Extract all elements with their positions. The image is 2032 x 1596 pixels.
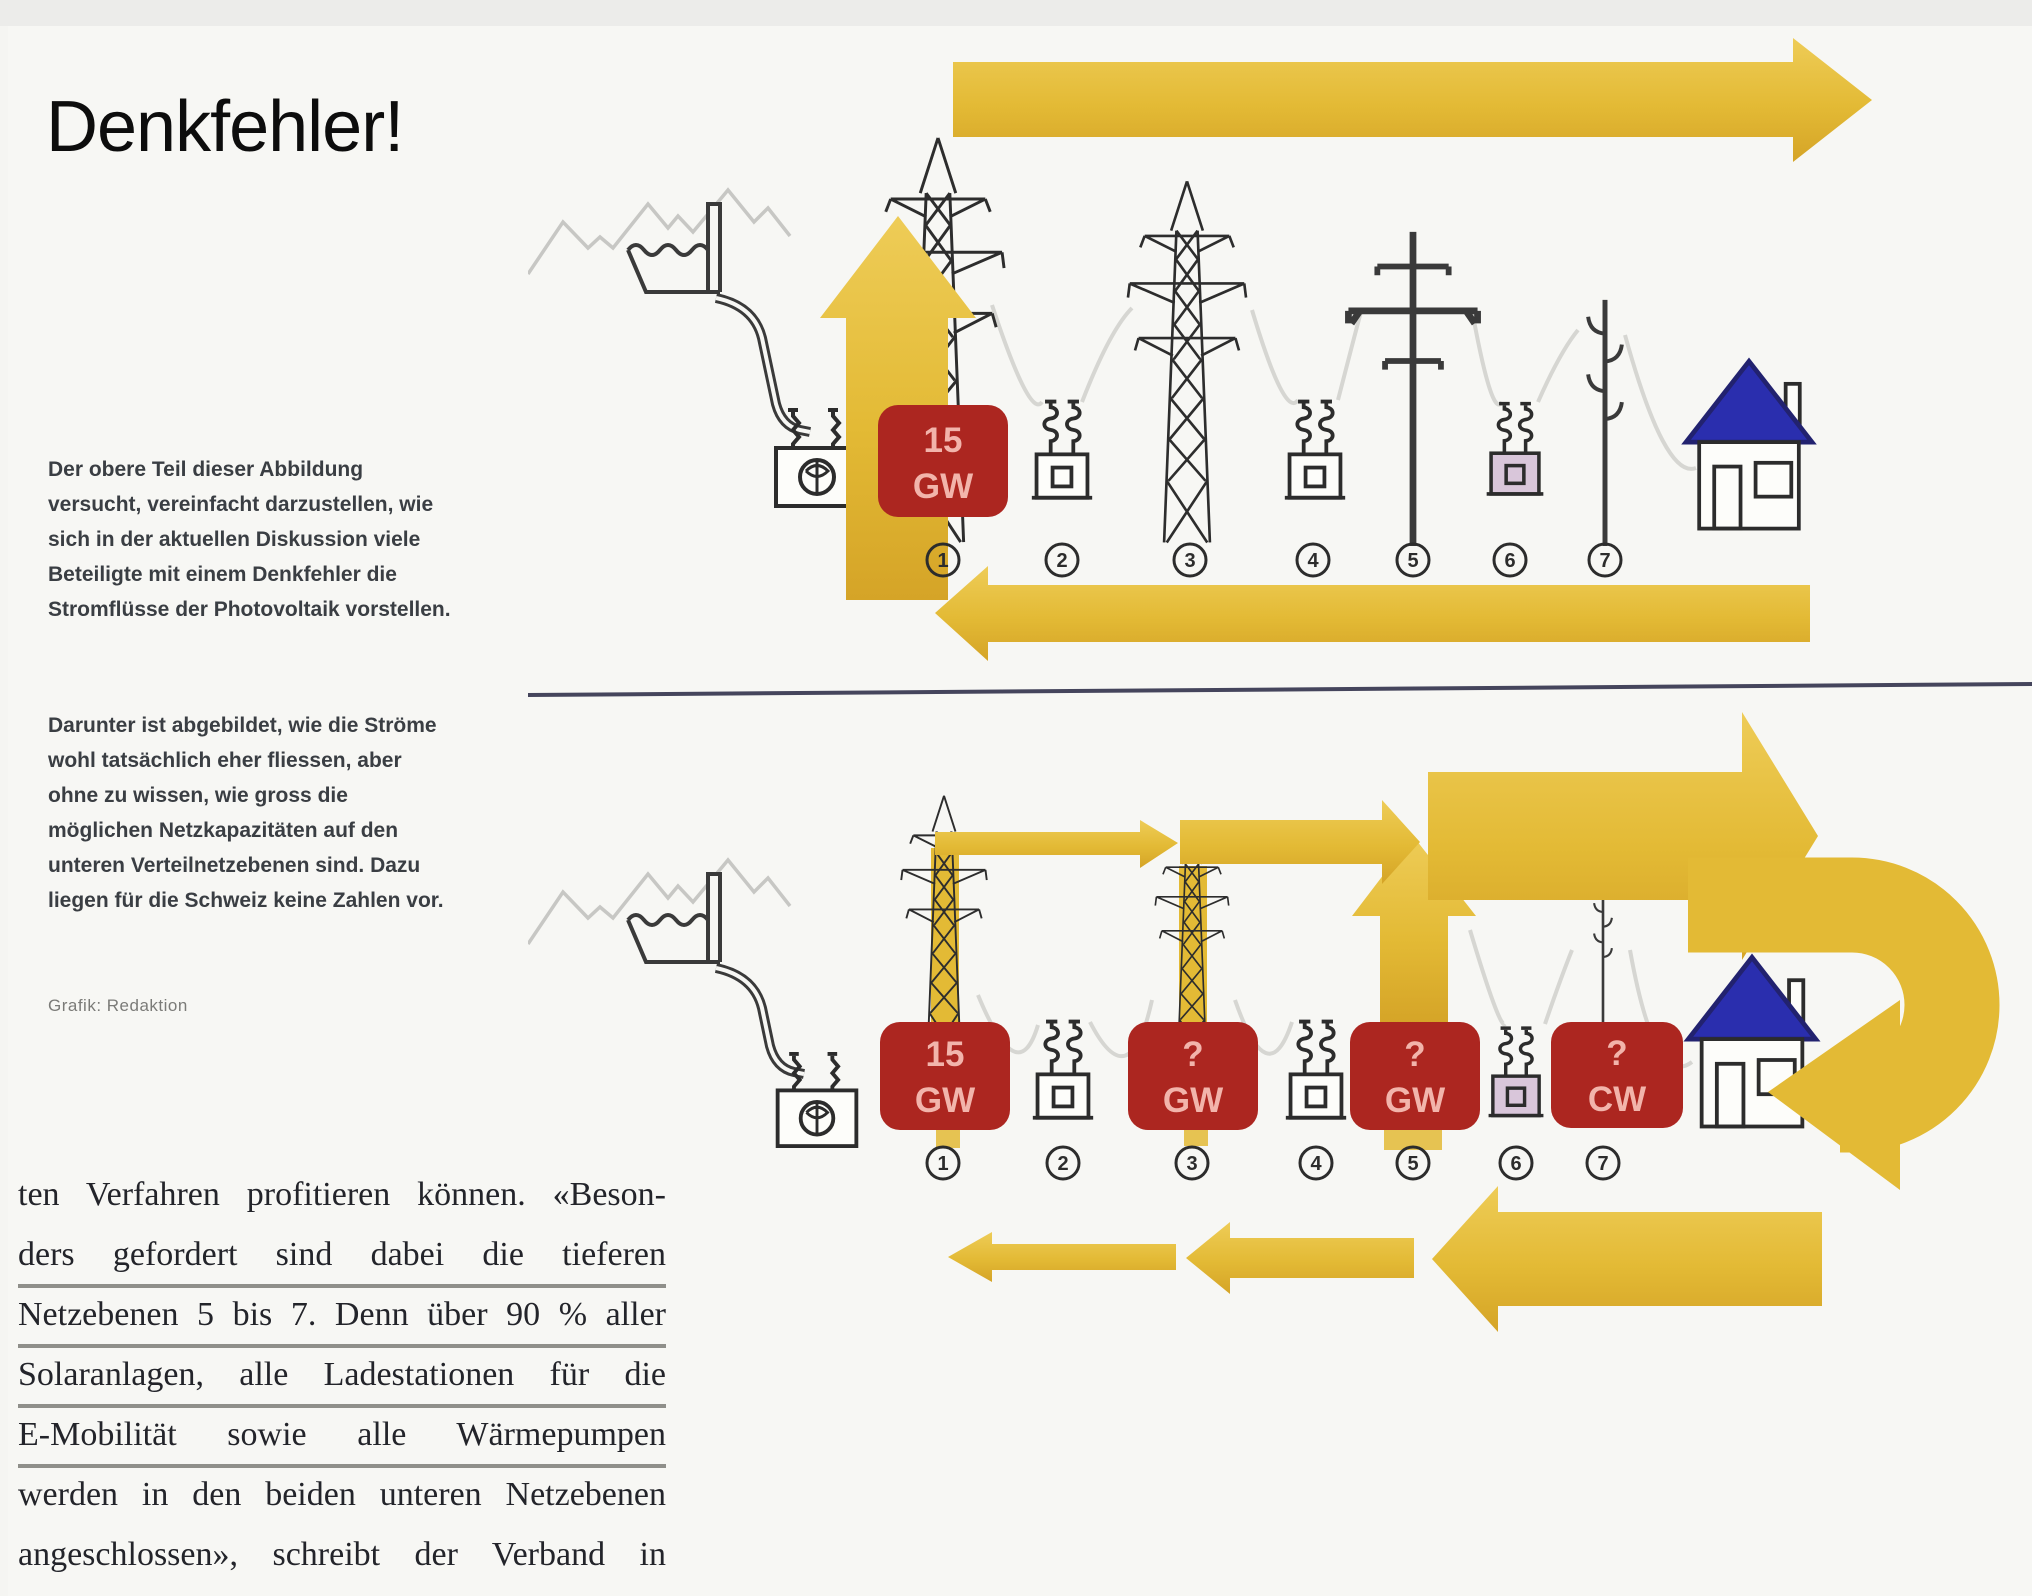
svg-text:15: 15 — [923, 421, 963, 460]
article-line-underlined: Solaranlagen, alle Ladestationen für die — [18, 1348, 666, 1408]
svg-text:3: 3 — [1186, 1153, 1198, 1175]
svg-text:GW: GW — [912, 467, 974, 506]
svg-text:1: 1 — [937, 1153, 949, 1175]
article-line-underlined: Netzebenen 5 bis 7. Denn über 90 % aller — [18, 1288, 666, 1348]
low-voltage-pole-level7 — [1588, 300, 1622, 546]
svg-text:6: 6 — [1510, 1153, 1522, 1175]
svg-text:?: ? — [1404, 1035, 1426, 1074]
transformer-level4 — [1285, 402, 1345, 498]
transformer-level2 — [1033, 1022, 1093, 1118]
diagram-bottom — [528, 712, 1952, 1332]
svg-text:5: 5 — [1407, 1153, 1419, 1175]
diagram-top — [528, 38, 1872, 661]
caption-lower-diagram: Darunter ist abgebildet, wie die Ströme wohl tatsächlich eher fliessen, aber ohne zu wissen, wie gross die möglichen Netzkapazitäten auf den unteren Verteilnetzebenen sind. Dazu liegen für die Schweiz keine Zahlen vor. — [48, 714, 444, 912]
svg-text:2: 2 — [1057, 1153, 1069, 1175]
flow-arrow-left-return — [935, 566, 1810, 661]
flow-arrow-left-medium — [1186, 1222, 1414, 1294]
article-line-underlined: E-Mobilität sowie alle Wärmepumpen — [18, 1408, 666, 1468]
mountains-dam — [528, 190, 790, 292]
article-line-underlined: ders gefordert sind dabei die tieferen — [18, 1228, 666, 1288]
transformer-level6 — [1487, 404, 1544, 494]
graphic-credit: Grafik: Redaktion — [48, 996, 188, 1015]
svg-text:15: 15 — [925, 1035, 965, 1074]
capacity-box-unknown-3 — [1551, 1022, 1683, 1128]
wire-lines — [992, 305, 1696, 469]
svg-text:4: 4 — [1307, 550, 1319, 572]
transformer-level2 — [1032, 402, 1092, 498]
svg-text:?: ? — [1606, 1034, 1628, 1073]
grid-level-numbers-top — [937, 550, 1610, 572]
flow-stripe-tail — [936, 1128, 960, 1148]
capacity-box-unknown-1 — [1128, 1022, 1258, 1130]
flow-arrow-right-medium — [1180, 800, 1420, 884]
flow-stripe-tail — [1184, 1128, 1208, 1146]
svg-text:7: 7 — [1597, 1153, 1609, 1175]
svg-text:4: 4 — [1310, 1153, 1322, 1175]
transmission-tower-level3 — [1128, 181, 1246, 542]
svg-text:7: 7 — [1599, 550, 1611, 572]
grid-level-markers-top — [927, 544, 1621, 576]
transformer-level6 — [1489, 1028, 1544, 1115]
svg-text:GW: GW — [1162, 1081, 1224, 1120]
svg-text:2: 2 — [1056, 550, 1068, 572]
mountains-dam — [528, 860, 790, 962]
capacity-box-unknown-2 — [1350, 1022, 1480, 1130]
svg-text:3: 3 — [1184, 550, 1196, 572]
article-line: angeschlossen», schreibt der Verband in — [18, 1536, 666, 1573]
grid-level-numbers-bottom — [937, 1153, 1608, 1175]
svg-text:GW: GW — [1384, 1081, 1446, 1120]
page-title: Denkfehler! — [46, 87, 404, 168]
svg-text:CW: CW — [1587, 1080, 1647, 1119]
house-icon — [1686, 361, 1812, 528]
medium-voltage-pole-level5 — [1348, 232, 1477, 546]
flow-arrow-left-large — [1432, 1186, 1822, 1332]
penstock-pipe — [716, 968, 804, 1074]
svg-text:1: 1 — [937, 550, 949, 572]
low-voltage-pole-level7 — [1594, 894, 1612, 1024]
svg-text:5: 5 — [1407, 550, 1419, 572]
transformer-level4 — [1286, 1022, 1346, 1118]
article-line: werden in den beiden unteren Netzebenen — [18, 1476, 666, 1513]
capacity-box-15gw — [880, 1022, 1010, 1130]
capacity-box-15gw — [878, 405, 1008, 517]
flow-arrow-right-top — [953, 38, 1872, 162]
caption-upper-diagram: Der obere Teil dieser Abbildung versucht, vereinfacht darzustellen, wie sich in der aktuellen Diskussion viele Beteiligte mit einem Denkfehler die Stromflüsse der Photovoltaik vorstellen. — [48, 458, 451, 621]
svg-text:GW: GW — [914, 1081, 976, 1120]
article-line: ten Verfahren profitieren können. «Beson- — [18, 1176, 666, 1213]
svg-text:6: 6 — [1504, 550, 1516, 572]
svg-text:?: ? — [1182, 1035, 1204, 1074]
flow-arrow-right-small — [935, 820, 1178, 868]
flow-arrow-left-small — [948, 1232, 1176, 1282]
diagram-divider-line — [528, 684, 2032, 695]
